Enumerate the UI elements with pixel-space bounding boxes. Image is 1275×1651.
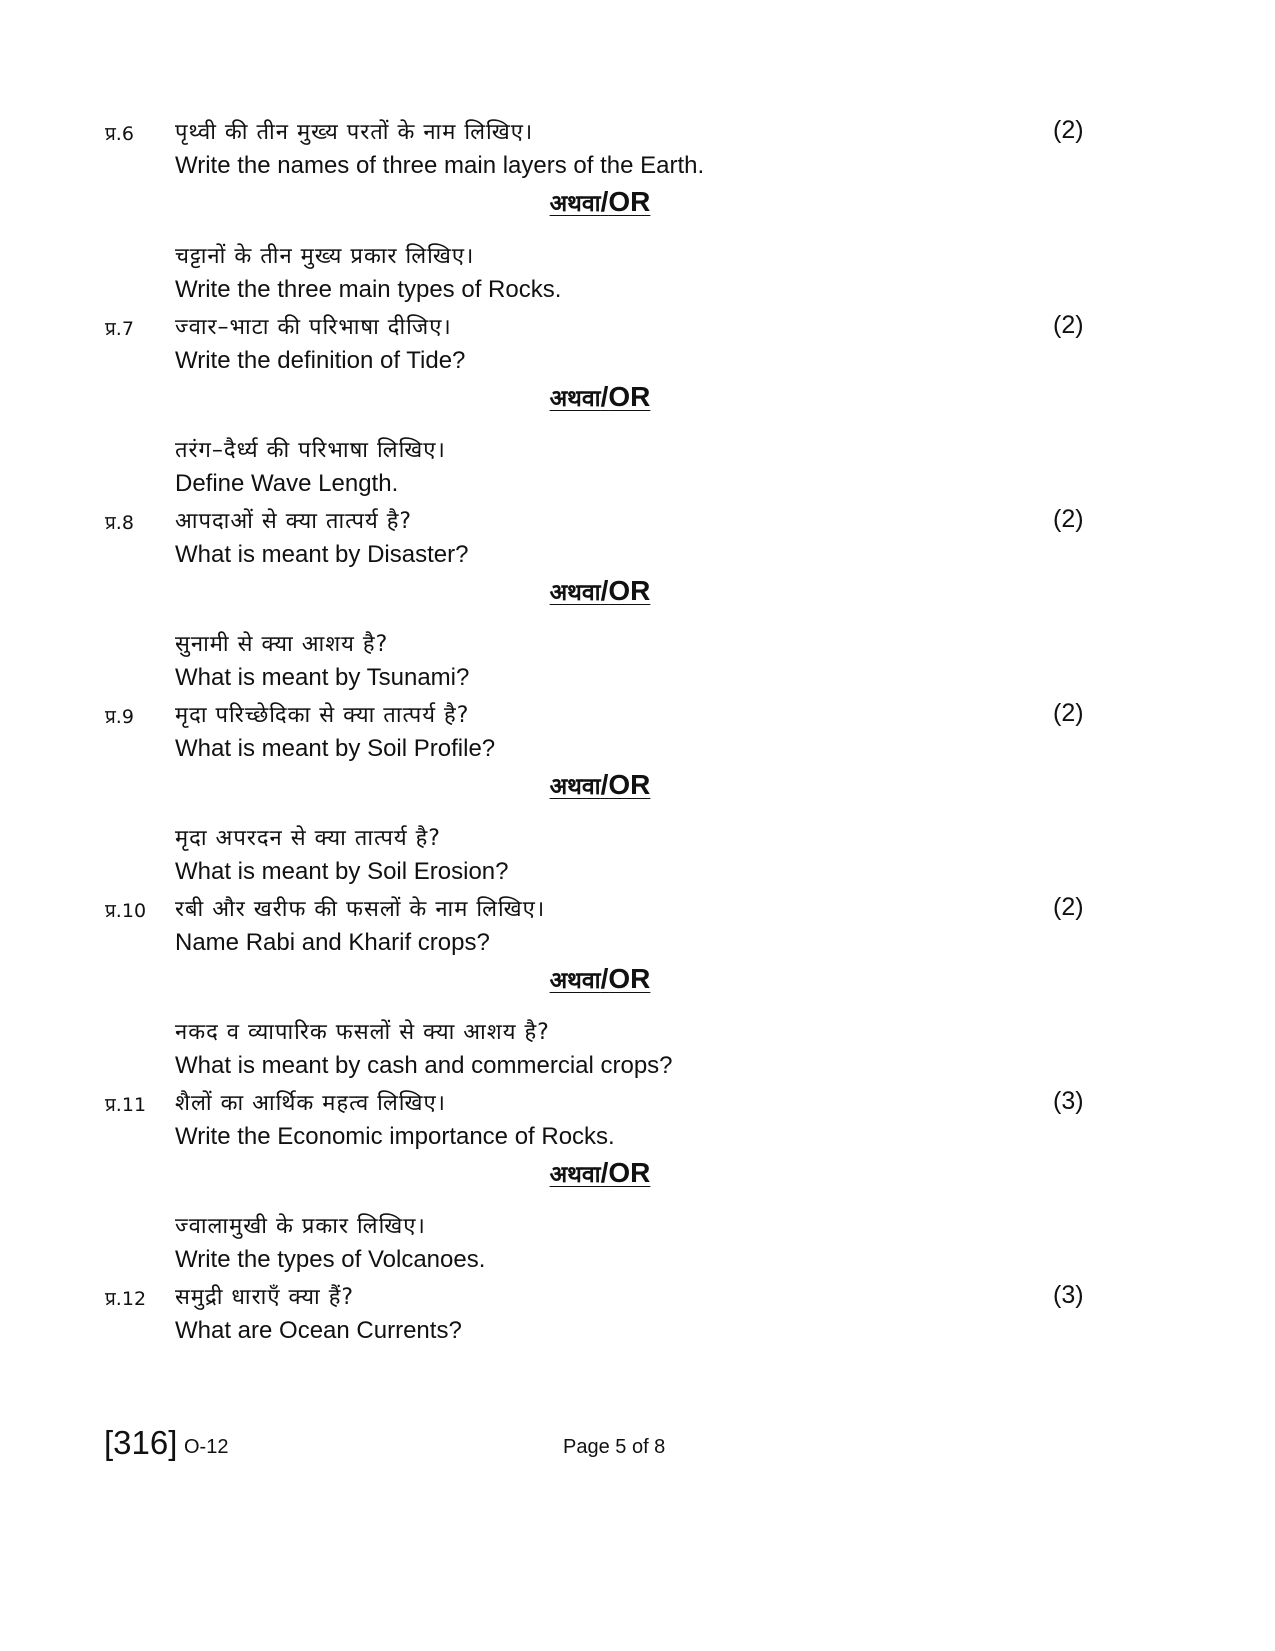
question-marks: (3) <box>1053 1281 1084 1309</box>
question-text-english: Write the Economic importance of Rocks. <box>175 1123 615 1150</box>
alt-question-text-hindi: तरंग–दैर्ध्य की परिभाषा लिखिए। <box>175 438 446 463</box>
or-separator: अथवा/OR <box>549 381 651 412</box>
question-text-english: Write the definition of Tide? <box>175 347 466 374</box>
question-text-hindi: रबी और खरीफ की फसलों के नाम लिखिए। <box>175 897 546 922</box>
paper-code: O-12 <box>184 1436 229 1458</box>
subject-code: [316] <box>104 1424 178 1461</box>
alt-question-text-english: What is meant by Soil Erosion? <box>175 858 509 885</box>
question-marks: (2) <box>1053 893 1084 921</box>
alt-question-text-hindi: नकद व व्यापारिक फसलों से क्या आशय है? <box>175 1020 550 1045</box>
or-separator: अथवा/OR <box>549 1157 651 1188</box>
question-number: प्र.9 <box>105 706 134 728</box>
alt-question-text-hindi: सुनामी से क्या आशय है? <box>175 632 389 657</box>
question-text-hindi: समुद्री धाराएँ क्या हैं? <box>175 1285 355 1310</box>
question-text-english: What is meant by Soil Profile? <box>175 735 496 762</box>
alt-question-text-hindi: ज्वालामुखी के प्रकार लिखिए। <box>175 1214 426 1239</box>
question-number: प्र.10 <box>105 900 147 922</box>
alt-question-text-hindi: चट्टानों के तीन मुख्य प्रकार लिखिए। <box>175 244 475 269</box>
question-marks: (3) <box>1053 1087 1084 1115</box>
question-number: प्र.12 <box>105 1288 147 1310</box>
question-number: प्र.11 <box>105 1094 147 1116</box>
alt-question-text-english: What is meant by Tsunami? <box>175 664 470 691</box>
or-separator: अथवा/OR <box>549 769 651 800</box>
question-marks: (2) <box>1053 116 1084 144</box>
question-text-english: What are Ocean Currents? <box>175 1317 462 1344</box>
question-marks: (2) <box>1053 311 1084 339</box>
question-text-hindi: ज्वार–भाटा की परिभाषा दीजिए। <box>175 315 452 340</box>
alt-question-text-english: Write the types of Volcanoes. <box>175 1246 486 1273</box>
question-number: प्र.6 <box>105 123 134 145</box>
alt-question-text-english: What is meant by cash and commercial crops? <box>175 1052 673 1079</box>
question-number: प्र.8 <box>105 512 134 534</box>
question-text-english: Write the names of three main layers of the Earth. <box>175 152 705 179</box>
or-separator: अथवा/OR <box>549 963 651 994</box>
or-separator: अथवा/OR <box>549 186 651 217</box>
question-text-hindi: मृदा परिच्छेदिका से क्या तात्पर्य है? <box>175 703 470 728</box>
question-number: प्र.7 <box>105 318 134 340</box>
question-text-hindi: शैलों का आर्थिक महत्व लिखिए। <box>175 1091 446 1116</box>
question-text-hindi: आपदाओं से क्या तात्पर्य है? <box>175 509 413 534</box>
question-marks: (2) <box>1053 699 1084 727</box>
alt-question-text-english: Define Wave Length. <box>175 470 399 497</box>
or-separator: अथवा/OR <box>549 575 651 606</box>
alt-question-text-hindi: मृदा अपरदन से क्या तात्पर्य है? <box>175 826 441 851</box>
page-number: Page 5 of 8 <box>563 1436 666 1458</box>
alt-question-text-english: Write the three main types of Rocks. <box>175 276 562 303</box>
question-text-english: Name Rabi and Kharif crops? <box>175 929 490 956</box>
question-text-english: What is meant by Disaster? <box>175 541 469 568</box>
question-marks: (2) <box>1053 505 1084 533</box>
question-text-hindi: पृथ्वी की तीन मुख्य परतों के नाम लिखिए। <box>175 120 534 145</box>
